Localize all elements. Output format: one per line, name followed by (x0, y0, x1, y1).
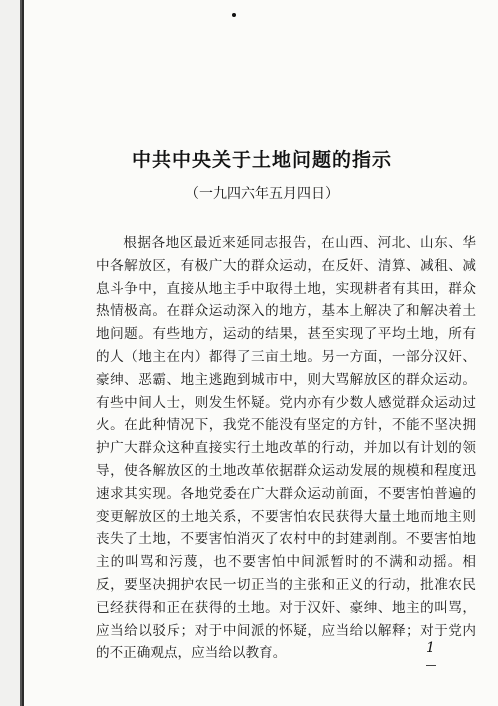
body-paragraph: 根据各地区最近来延同志报告，在山西、河北、山东、华中各解放区，有极广大的群众运动，在反奸、清算、减租、减息斗争中，直接从地主手中取得土地，实现耕者有其田，群众热情极高。在群众运动深入的地方，基本上解决了和解决着土地问题。有些地方，运动的结果，甚至实现了平均土地，所有的人（地主在内）都得了三亩土地。另一方面，一部分汉奸、豪绅、恶霸、地主逃跑到城市中，则大骂解放区的群众运动。有些中间人士，则发生怀疑。党内亦有少数人感觉群众运动过火。在此种情况下，我党不能没有坚定的方针，不能不坚决拥护广大群众这种直接实行土地改革的行动，并加以有计划的领导，使各解放区的土地改革依据群众运动发展的规模和程度迅速求其实现。各地党委在广大群众运动前面，不要害怕普遍的变更解放区的土地关系，不要害怕农民获得大量土地而地主则丧失了土地，不要害怕消灭了农村中的封建剥削。不要害怕地主的叫骂和污蔑，也不要害怕中间派暂时的不满和动摇。相反，要坚决拥护农民一切正当的主张和正义的行动，批准农民已经获得和正在获得的土地。对于汉奸、豪绅、地主的叫骂，应当给以驳斥；对于中间派的怀疑，应当给以解释；对于党内的不正确观点，应当给以教育。 (96, 235, 476, 662)
page-mark (426, 665, 436, 666)
ink-dot (232, 13, 236, 17)
document-date: （一九四六年五月四日） (185, 186, 339, 202)
document-title: 中共中央关于土地问题的指示 (131, 149, 392, 171)
document-page (22, 0, 498, 706)
page-number: 1 (426, 640, 435, 656)
